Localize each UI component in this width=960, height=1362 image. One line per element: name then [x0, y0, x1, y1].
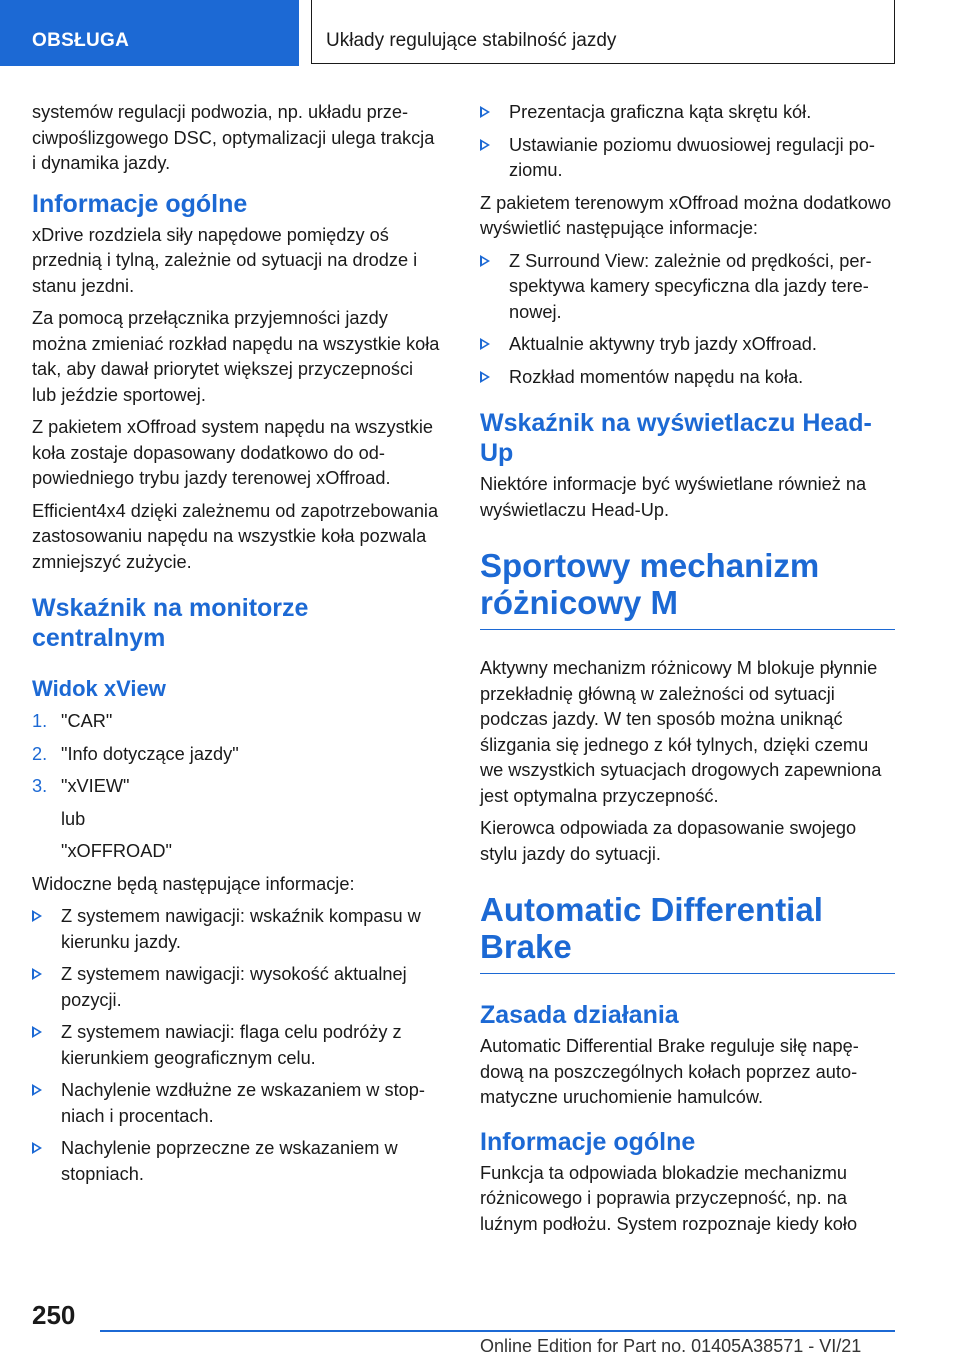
list-item	[480, 332, 895, 358]
step-text: "xVIEW"	[61, 776, 130, 796]
paragraph-efficient4x4: Efficient4x4 dzięki zależnemu od zapotrzebowania zastosowaniu napędu na wszystkie koła pozwala zmniejszyć zużycie.	[32, 500, 439, 572]
list-item	[32, 709, 440, 735]
step-number: 2.	[32, 743, 48, 764]
heading-head-up: Wskaźnik na wyświetlaczu Head-Up	[480, 409, 872, 467]
or-word: lub	[61, 808, 86, 829]
heading-automatic-differential-brake: Automatic Differential Brake	[480, 891, 895, 974]
visible-info-intro: Widoczne będą następujące informacje:	[32, 873, 355, 894]
list-item	[480, 133, 895, 184]
paragraph-differential-1: Aktywny mechanizm różnicowy M blokuje płynnie przekładnię główną w zależności od sytuacji podczas jazdy. W ten sposób można uniknąć ślizgania się jednego z kół tylnych, dzięki czemu we wszystkich sytuacjach drogowych zapewniona jest optymalna przyczepność.	[480, 658, 882, 806]
right-column	[480, 100, 895, 1244]
section-tab: OBSŁUGA	[0, 0, 299, 66]
offroad-bullet-list	[480, 249, 895, 391]
paragraph-driving-switch: Za pomocą przełącznika przyjemności jazdy można zmieniać rozkład napędu na wszystkie koła tak, aby dawał priorytet większej przyczepności lub jeździe sportowej.	[32, 308, 440, 405]
bullet-text: Aktualnie aktywny tryb jazdy xOffroad.	[509, 334, 817, 354]
triangle-bullet-icon	[32, 1084, 42, 1096]
paragraph-general-info-2: Funkcja ta odpowiada blokadzie mechanizmu różnicowego i poprawia przyczepność, np. na luźnym podłożu. System rozpoznaje kiedy koło	[480, 1162, 858, 1234]
triangle-bullet-icon	[32, 968, 42, 980]
paragraph-xdrive: xDrive rozdziela siły napędowe pomiędzy oś przednią i tylną, zależnie od sytuacji na drodze i stanu jezdni.	[32, 224, 418, 296]
triangle-bullet-icon	[32, 1142, 42, 1154]
list-item	[32, 904, 440, 955]
bullet-text: Z Surround View: zależnie od prędkości, perspektywa kamery specyficzna dla jazdy terenowej.	[509, 250, 872, 322]
heading-general-info-2: Informacje ogólne	[480, 1127, 696, 1156]
bullet-text: Z systemem nawiacji: flaga celu podróży z kierunkiem geograficznym celu.	[61, 1022, 402, 1068]
paragraph-adb: Automatic Differential Brake reguluje siłę napędową na poszczególnych kołach poprzez automatyczne uruchomienie hamulców.	[480, 1036, 859, 1107]
heading-central-monitor: Wskaźnik na monitorze centralnym	[32, 594, 309, 652]
paragraph-head-up: Niektóre informacje być wyświetlane również na wyświetlaczu Head-Up.	[480, 474, 867, 520]
bullet-text: Ustawianie poziomu dwuosiowej regulacji poziomu.	[509, 134, 875, 180]
left-column	[32, 100, 440, 1194]
steps-list	[32, 709, 440, 800]
paragraph-differential-2: Kierowca odpowiada za dopasowanie swojego stylu jazdy do sytuacji.	[480, 818, 857, 864]
page-header	[0, 0, 960, 66]
bullet-text: Z systemem nawigacji: wysokość aktualnej pozycji.	[61, 964, 407, 1010]
list-item	[32, 742, 440, 768]
list-item	[32, 1020, 440, 1071]
steering-bullet-list	[480, 100, 895, 184]
triangle-bullet-icon	[32, 910, 42, 922]
step-text: "CAR"	[61, 711, 113, 731]
heading-sport-differential: Sportowy mechanizm różnicowy M	[480, 547, 895, 630]
list-item	[480, 100, 895, 126]
footer-divider	[100, 1330, 895, 1332]
step-text: "Info dotyczące jazdy"	[61, 743, 239, 764]
page-number: 250	[32, 1300, 76, 1330]
offroad-option: "xOFFROAD"	[61, 841, 172, 861]
triangle-bullet-icon	[480, 139, 490, 151]
heading-principle: Zasada działania	[480, 1001, 679, 1029]
list-item	[480, 365, 895, 391]
info-bullet-list	[32, 904, 440, 1187]
list-item	[32, 1136, 440, 1187]
triangle-bullet-icon	[480, 255, 490, 267]
heading-general-info: Informacje ogólne	[32, 189, 248, 218]
triangle-bullet-icon	[480, 106, 490, 118]
chapter-title: Układy regulujące stabilność jazdy	[311, 0, 895, 64]
step-number: 1.	[32, 711, 48, 731]
list-item	[32, 962, 440, 1013]
list-item	[480, 249, 895, 326]
step-number: 3.	[32, 776, 48, 796]
heading-xview: Widok xView	[32, 676, 166, 701]
triangle-bullet-icon	[480, 371, 490, 383]
edition-note: Online Edition for Part no. 01405A38571 - VI/21	[480, 1336, 862, 1356]
triangle-bullet-icon	[32, 1026, 42, 1038]
paragraph-xoffroad: Z pakietem xOffroad system napędu na wszystkie koła zostaje dopasowany dodatkowo do odpowiedniego trybu jazdy terenowej xOffroad.	[32, 417, 433, 488]
paragraph-offroad-package: Z pakietem terenowym xOffroad można dodatkowo wyświetlić następujące informacje:	[480, 192, 892, 238]
bullet-text: Z systemem nawigacji: wskaźnik kompasu w kierunku jazdy.	[61, 906, 421, 952]
bullet-text: Rozkład momentów napędu na koła.	[509, 366, 804, 387]
intro-paragraph: systemów regulacji podwozia, np. układu przeciwpoślizgowego DSC, optymalizacji ulega trakcja i dynamika jazdy.	[32, 102, 435, 173]
bullet-text: Nachylenie wzdłużne ze wskazaniem w stopniach i procentach.	[61, 1080, 425, 1126]
bullet-text: Nachylenie poprzeczne ze wskazaniem w stopniach.	[61, 1138, 398, 1184]
bullet-text: Prezentacja graficzna kąta skrętu kół.	[509, 102, 812, 122]
triangle-bullet-icon	[480, 338, 490, 350]
list-item	[32, 1078, 440, 1129]
list-item	[32, 774, 440, 800]
